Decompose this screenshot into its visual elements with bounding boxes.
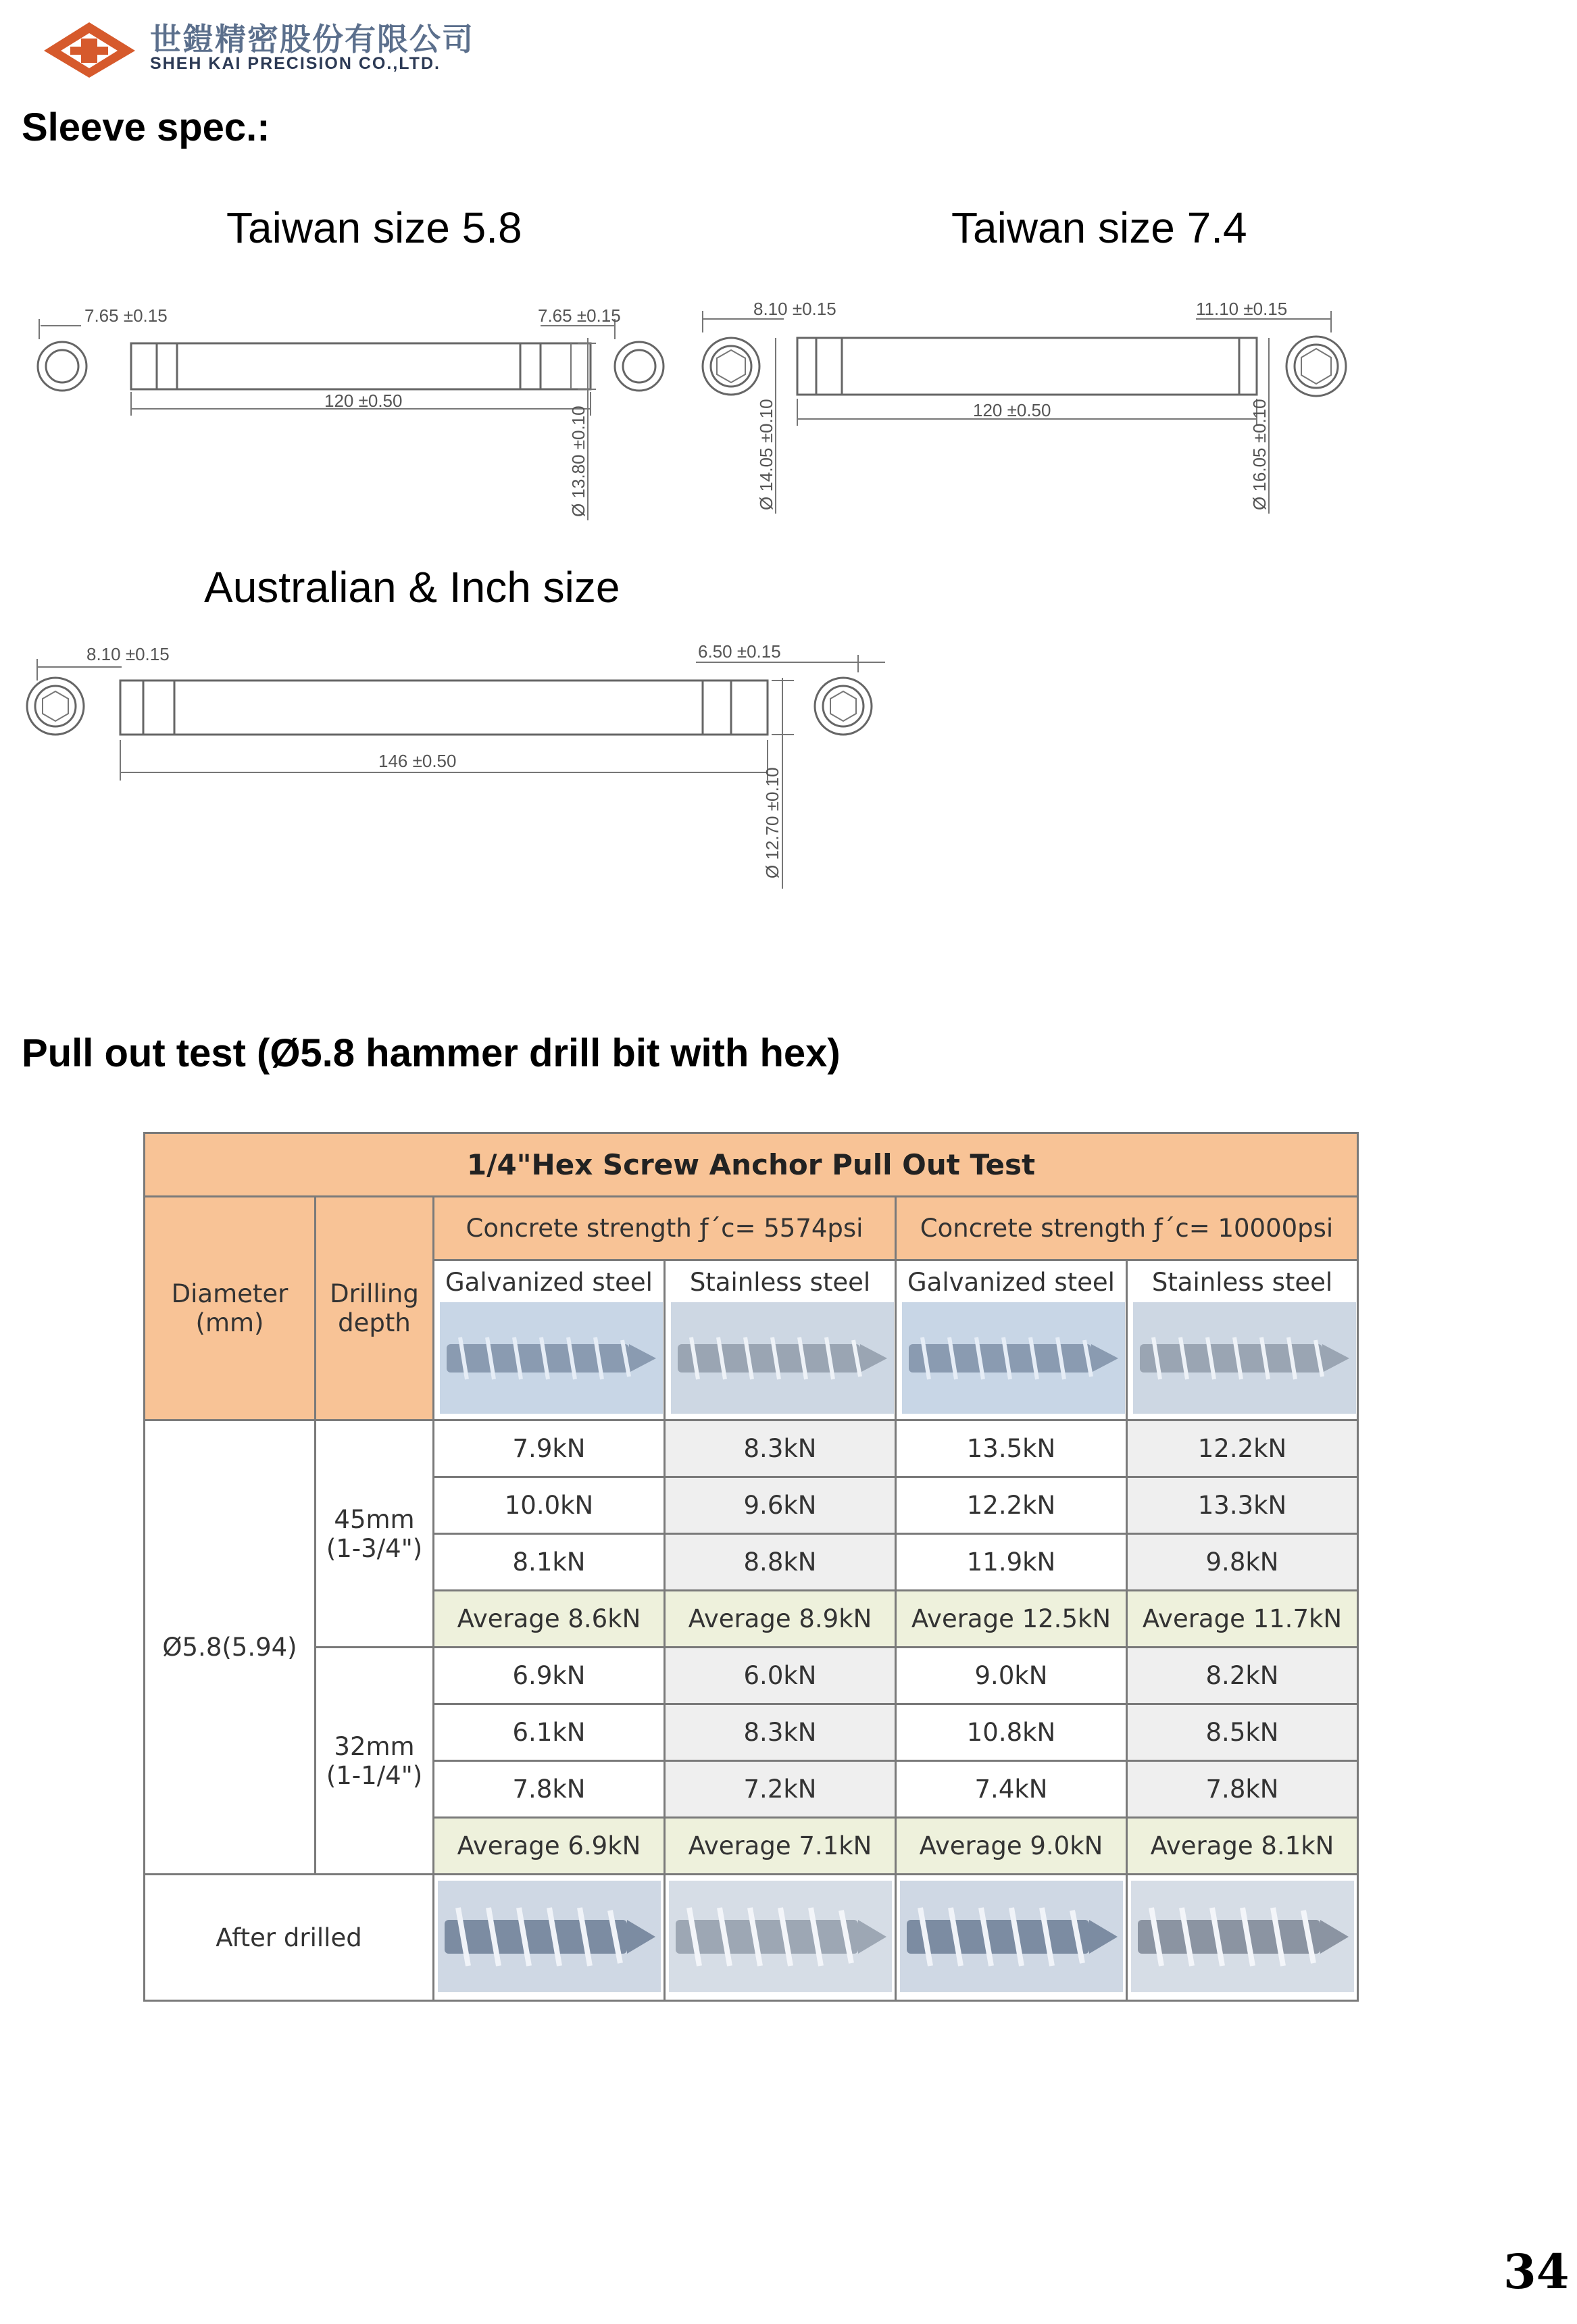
pullout-table xyxy=(143,1132,1359,2002)
taiwan-74-diameter-left: Ø 14.05 ±0.10 xyxy=(756,399,776,510)
table-cell: 13.5kN xyxy=(896,1420,1127,1477)
material-label: Galvanized steel xyxy=(445,1268,653,1297)
table-cell: 6.0kN xyxy=(665,1648,896,1704)
galvanized-screw-image xyxy=(440,1302,663,1414)
stainless-screw-image xyxy=(1133,1302,1356,1414)
sleeve-spec-heading: Sleeve spec.: xyxy=(22,105,270,149)
table-cell: 8.1kN xyxy=(434,1534,665,1591)
table-cell: 7.4kN xyxy=(896,1761,1127,1818)
depth-45mm: 45mm (1-3/4") xyxy=(316,1420,434,1648)
australian-title: Australian & Inch size xyxy=(204,563,620,612)
drilling-depth-header: Drilling depth xyxy=(316,1197,434,1420)
taiwan-74-drawing xyxy=(682,291,1365,527)
taiwan-58-title: Taiwan size 5.8 xyxy=(226,203,522,252)
table-cell: 7.8kN xyxy=(434,1761,665,1818)
after-drilled-cell xyxy=(665,1875,896,2001)
table-cell: 12.2kN xyxy=(1127,1420,1358,1477)
taiwan-58-dim-left: 7.65 ±0.15 xyxy=(84,305,168,326)
after-drilled-screw-image xyxy=(900,1881,1123,1992)
strength-header-10000: Concrete strength ƒ΄c= 10000psi xyxy=(896,1197,1358,1260)
material-header xyxy=(665,1260,896,1420)
average-cell: Average 6.9kN xyxy=(434,1818,665,1875)
australian-dim-left: 8.10 ±0.15 xyxy=(86,644,170,664)
taiwan-58-length: 120 ±0.50 xyxy=(324,391,403,411)
taiwan-58-drawing xyxy=(27,297,682,527)
after-drilled-screw-image xyxy=(438,1881,661,1992)
table-cell: 12.2kN xyxy=(896,1477,1127,1534)
company-name-cn: 世鎧精密股份有限公司 xyxy=(150,21,474,57)
table-cell: 10.8kN xyxy=(896,1704,1127,1761)
depth-32mm: 32mm (1-1/4") xyxy=(316,1648,434,1875)
table-cell: 9.0kN xyxy=(896,1648,1127,1704)
after-drilled-cell xyxy=(434,1875,665,2001)
average-cell: Average 7.1kN xyxy=(665,1818,896,1875)
table-title: 1/4"Hex Screw Anchor Pull Out Test xyxy=(145,1133,1358,1197)
taiwan-74-length: 120 ±0.50 xyxy=(973,400,1051,420)
table-cell: 6.1kN xyxy=(434,1704,665,1761)
stainless-screw-image xyxy=(671,1302,894,1414)
average-cell: Average 8.6kN xyxy=(434,1591,665,1648)
taiwan-74-title: Taiwan size 7.4 xyxy=(951,203,1247,252)
table-cell: 8.5kN xyxy=(1127,1704,1358,1761)
taiwan-58-dim-right: 7.65 ±0.15 xyxy=(538,305,621,326)
table-cell: 7.9kN xyxy=(434,1420,665,1477)
table-cell: 6.9kN xyxy=(434,1648,665,1704)
table-cell: 7.8kN xyxy=(1127,1761,1358,1818)
after-drilled-screw-image xyxy=(1131,1881,1354,1992)
table-cell: 8.8kN xyxy=(665,1534,896,1591)
table-cell: 13.3kN xyxy=(1127,1477,1358,1534)
table-cell: 7.2kN xyxy=(665,1761,896,1818)
average-cell: Average 9.0kN xyxy=(896,1818,1127,1875)
material-label: Galvanized steel xyxy=(907,1268,1115,1297)
australian-diameter: Ø 12.70 ±0.10 xyxy=(762,767,782,879)
taiwan-74-dim-right: 11.10 ±0.15 xyxy=(1196,299,1288,319)
material-header xyxy=(434,1260,665,1420)
table-cell: 9.8kN xyxy=(1127,1534,1358,1591)
table-cell: 8.3kN xyxy=(665,1420,896,1477)
table-cell: 9.6kN xyxy=(665,1477,896,1534)
diameter-value: Ø5.8(5.94) xyxy=(145,1420,316,1875)
table-cell: 8.3kN xyxy=(665,1704,896,1761)
strength-header-5574: Concrete strength ƒ΄c= 5574psi xyxy=(434,1197,896,1260)
average-cell: Average 11.7kN xyxy=(1127,1591,1358,1648)
material-label: Stainless steel xyxy=(689,1268,871,1297)
taiwan-58-diameter: Ø 13.80 ±0.10 xyxy=(568,405,589,517)
company-logo-icon xyxy=(41,17,142,81)
table-cell: 11.9kN xyxy=(896,1534,1127,1591)
average-cell: Average 12.5kN xyxy=(896,1591,1127,1648)
table-cell: 10.0kN xyxy=(434,1477,665,1534)
australian-drawing xyxy=(20,639,919,895)
average-cell: Average 8.9kN xyxy=(665,1591,896,1648)
australian-length: 146 ±0.50 xyxy=(378,751,457,771)
average-cell: Average 8.1kN xyxy=(1127,1818,1358,1875)
diameter-header: Diameter (mm) xyxy=(145,1197,316,1420)
after-drilled-label: After drilled xyxy=(145,1875,434,2001)
galvanized-screw-image xyxy=(902,1302,1125,1414)
taiwan-74-diameter-right: Ø 16.05 ±0.10 xyxy=(1249,399,1270,510)
table-cell: 8.2kN xyxy=(1127,1648,1358,1704)
material-header xyxy=(896,1260,1127,1420)
page-number: 34 xyxy=(1503,2244,1570,2300)
australian-dim-right: 6.50 ±0.15 xyxy=(698,641,781,662)
after-drilled-cell xyxy=(896,1875,1127,2001)
material-label: Stainless steel xyxy=(1151,1268,1333,1297)
taiwan-74-dim-left: 8.10 ±0.15 xyxy=(753,299,836,319)
after-drilled-cell xyxy=(1127,1875,1358,2001)
pullout-heading: Pull out test (Ø5.8 hammer drill bit with hex) xyxy=(22,1031,841,1075)
material-header xyxy=(1127,1260,1358,1420)
after-drilled-screw-image xyxy=(669,1881,892,1992)
company-name-en: SHEH KAI PRECISION CO.,LTD. xyxy=(150,54,441,73)
